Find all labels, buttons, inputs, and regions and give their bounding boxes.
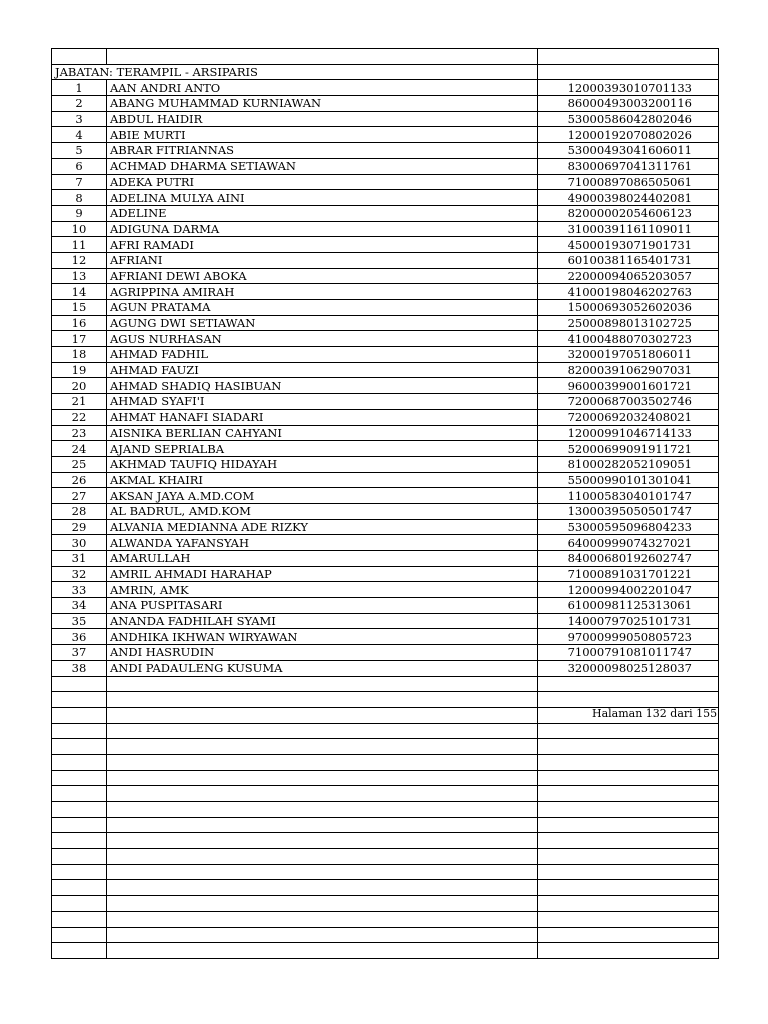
employee-nip: 71000897086505061	[538, 174, 719, 190]
employee-nip: 45000193071901731	[538, 237, 719, 253]
row-number: 8	[52, 190, 107, 206]
table-row	[52, 425, 719, 441]
employee-name: AGUS NURHASAN	[107, 331, 538, 347]
employee-name: ANDI PADAULENG KUSUMA	[107, 660, 538, 676]
employee-name: ALWANDA YAFANSYAH	[107, 535, 538, 551]
employee-nip: 12000393010701133	[538, 80, 719, 96]
employee-name: AMRIN, AMK	[107, 582, 538, 598]
empty-row	[52, 754, 719, 770]
employee-nip: 72000692032408021	[538, 409, 719, 425]
employee-nip: 12000994002201047	[538, 582, 719, 598]
employee-nip: 32000098025128037	[538, 660, 719, 676]
row-number: 18	[52, 347, 107, 363]
row-number: 6	[52, 158, 107, 174]
employee-name: AMRIL AHMADI HARAHAP	[107, 566, 538, 582]
table-row	[52, 331, 719, 347]
employee-nip: 52000699091911721	[538, 441, 719, 457]
row-number: 27	[52, 488, 107, 504]
row-number: 2	[52, 96, 107, 112]
employee-nip: 83000697041311761	[538, 158, 719, 174]
employee-nip: 71000791081011747	[538, 645, 719, 661]
row-number: 25	[52, 456, 107, 472]
employee-name: AKMAL KHAIRI	[107, 472, 538, 488]
row-number: 24	[52, 441, 107, 457]
row-number: 15	[52, 300, 107, 316]
table-row	[52, 205, 719, 221]
employee-nip: 13000395050501747	[538, 503, 719, 519]
employee-nip: 55000990101301041	[538, 472, 719, 488]
employee-name: ACHMAD DHARMA SETIAWAN	[107, 158, 538, 174]
employee-nip: 71000891031701221	[538, 566, 719, 582]
row-number: 22	[52, 409, 107, 425]
employee-name: AFRI RAMADI	[107, 237, 538, 253]
employee-nip: 32000197051806011	[538, 347, 719, 363]
row-number: 26	[52, 472, 107, 488]
employee-nip: 12000192070802026	[538, 127, 719, 143]
empty-row	[52, 723, 719, 739]
employee-name: ABANG MUHAMMAD KURNIAWAN	[107, 96, 538, 112]
section-header: JABATAN: TERAMPIL - ARSIPARIS	[52, 64, 538, 80]
employee-nip: 53000595096804233	[538, 519, 719, 535]
employee-nip: 12000991046714133	[538, 425, 719, 441]
employee-nip: 64000999074327021	[538, 535, 719, 551]
employee-name: AHMAD FADHIL	[107, 347, 538, 363]
section-header-row	[52, 64, 719, 80]
employee-name: AKSAN JAYA A.MD.COM	[107, 488, 538, 504]
employee-nip: 31000391161109011	[538, 221, 719, 237]
row-number: 3	[52, 111, 107, 127]
row-number: 36	[52, 629, 107, 645]
employee-name: AAN ANDRI ANTO	[107, 80, 538, 96]
row-number: 20	[52, 378, 107, 394]
table-row	[52, 221, 719, 237]
table-row	[52, 315, 719, 331]
employee-name: AISNIKA BERLIAN CAHYANI	[107, 425, 538, 441]
employee-name: ADIGUNA DARMA	[107, 221, 538, 237]
employee-nip: 82000391062907031	[538, 362, 719, 378]
table-row	[52, 472, 719, 488]
employee-nip: 72000687003502746	[538, 394, 719, 410]
empty-row	[52, 770, 719, 786]
empty-row	[52, 802, 719, 818]
table-row	[52, 582, 719, 598]
row-number: 23	[52, 425, 107, 441]
table-row	[52, 629, 719, 645]
empty-row	[52, 786, 719, 802]
row-number: 29	[52, 519, 107, 535]
employee-name: AHMAD FAUZI	[107, 362, 538, 378]
empty-row	[52, 896, 719, 912]
empty-row	[52, 692, 719, 708]
table-row	[52, 268, 719, 284]
row-number: 37	[52, 645, 107, 661]
table-row	[52, 237, 719, 253]
table-row	[52, 613, 719, 629]
employee-name: AMARULLAH	[107, 551, 538, 567]
empty-row	[52, 864, 719, 880]
table-row	[52, 252, 719, 268]
table-row	[52, 535, 719, 551]
employee-name: ANDHIKA IKHWAN WIRYAWAN	[107, 629, 538, 645]
employee-name: AJAND SEPRIALBA	[107, 441, 538, 457]
table-row	[52, 362, 719, 378]
employee-name: ABRAR FITRIANNAS	[107, 143, 538, 159]
row-number: 28	[52, 503, 107, 519]
table-row	[52, 111, 719, 127]
table-row	[52, 551, 719, 567]
row-number: 31	[52, 551, 107, 567]
employee-nip: 15000693052602036	[538, 300, 719, 316]
table-row	[52, 456, 719, 472]
row-number: 1	[52, 80, 107, 96]
employee-name: AFRIANI	[107, 252, 538, 268]
employee-name: ALVANIA MEDIANNA ADE RIZKY	[107, 519, 538, 535]
employee-name: ABIE MURTI	[107, 127, 538, 143]
employee-name: AL BADRUL, AMD.KOM	[107, 503, 538, 519]
row-number: 12	[52, 252, 107, 268]
employee-table-body	[52, 49, 719, 959]
table-row	[52, 300, 719, 316]
table-row	[52, 190, 719, 206]
employee-nip: 14000797025101731	[538, 613, 719, 629]
empty-row	[52, 817, 719, 833]
table-row	[52, 503, 719, 519]
employee-name: AHMAT HANAFI SIADARI	[107, 409, 538, 425]
employee-nip: 25000898013102725	[538, 315, 719, 331]
blank-top-row	[52, 49, 719, 65]
table-row	[52, 441, 719, 457]
table-row	[52, 284, 719, 300]
employee-name: ANDI HASRUDIN	[107, 645, 538, 661]
employee-nip: 49000398024402081	[538, 190, 719, 206]
empty-row	[52, 676, 719, 692]
employee-nip: 53000493041606011	[538, 143, 719, 159]
employee-name: AKHMAD TAUFIQ HIDAYAH	[107, 456, 538, 472]
row-number: 14	[52, 284, 107, 300]
table-row	[52, 158, 719, 174]
table-row	[52, 519, 719, 535]
table-row	[52, 394, 719, 410]
row-number: 30	[52, 535, 107, 551]
employee-name: ADELINE	[107, 205, 538, 221]
empty-row	[52, 739, 719, 755]
employee-nip: 41000488070302723	[538, 331, 719, 347]
employee-nip: 22000094065203057	[538, 268, 719, 284]
row-number: 9	[52, 205, 107, 221]
row-number: 10	[52, 221, 107, 237]
employee-nip: 81000282052109051	[538, 456, 719, 472]
table-row	[52, 143, 719, 159]
row-number: 7	[52, 174, 107, 190]
employee-nip: 84000680192602747	[538, 551, 719, 567]
table-row	[52, 378, 719, 394]
table-row	[52, 409, 719, 425]
row-number: 4	[52, 127, 107, 143]
row-number: 19	[52, 362, 107, 378]
table-row	[52, 660, 719, 676]
employee-nip: 96000399001601721	[538, 378, 719, 394]
employee-name: AFRIANI DEWI ABOKA	[107, 268, 538, 284]
empty-row	[52, 927, 719, 943]
employee-nip: 11000583040101747	[538, 488, 719, 504]
employee-name: AGRIPPINA AMIRAH	[107, 284, 538, 300]
row-number: 16	[52, 315, 107, 331]
employee-name: AGUNG DWI SETIAWAN	[107, 315, 538, 331]
table-row	[52, 347, 719, 363]
table-row	[52, 645, 719, 661]
table-row	[52, 96, 719, 112]
row-number: 17	[52, 331, 107, 347]
page-number: Halaman 132 dari 155	[592, 707, 718, 720]
table-row	[52, 566, 719, 582]
employee-nip: 41000198046202763	[538, 284, 719, 300]
row-number: 32	[52, 566, 107, 582]
row-number: 38	[52, 660, 107, 676]
employee-name: ADEKA PUTRI	[107, 174, 538, 190]
employee-nip: 60100381165401731	[538, 252, 719, 268]
empty-row	[52, 943, 719, 959]
employee-name: AHMAD SHADIQ HASIBUAN	[107, 378, 538, 394]
empty-row	[52, 880, 719, 896]
employee-nip: 86000493003200116	[538, 96, 719, 112]
empty-row	[52, 833, 719, 849]
employee-name: ABDUL HAIDIR	[107, 111, 538, 127]
employee-table	[51, 48, 719, 959]
row-number: 35	[52, 613, 107, 629]
row-number: 5	[52, 143, 107, 159]
empty-row	[52, 911, 719, 927]
row-number: 33	[52, 582, 107, 598]
table-row	[52, 488, 719, 504]
table-row	[52, 174, 719, 190]
employee-name: AHMAD SYAFI'I	[107, 394, 538, 410]
empty-row	[52, 849, 719, 865]
employee-nip: 61000981125313061	[538, 598, 719, 614]
employee-name: ANANDA FADHILAH SYAMI	[107, 613, 538, 629]
employee-nip: 53000586042802046	[538, 111, 719, 127]
table-row	[52, 127, 719, 143]
row-number: 21	[52, 394, 107, 410]
employee-name: AGUN PRATAMA	[107, 300, 538, 316]
employee-nip: 82000002054606123	[538, 205, 719, 221]
table-row	[52, 598, 719, 614]
employee-nip: 97000999050805723	[538, 629, 719, 645]
row-number: 13	[52, 268, 107, 284]
employee-name: ADELINA MULYA AINI	[107, 190, 538, 206]
row-number: 11	[52, 237, 107, 253]
table-row	[52, 80, 719, 96]
row-number: 34	[52, 598, 107, 614]
employee-name: ANA PUSPITASARI	[107, 598, 538, 614]
